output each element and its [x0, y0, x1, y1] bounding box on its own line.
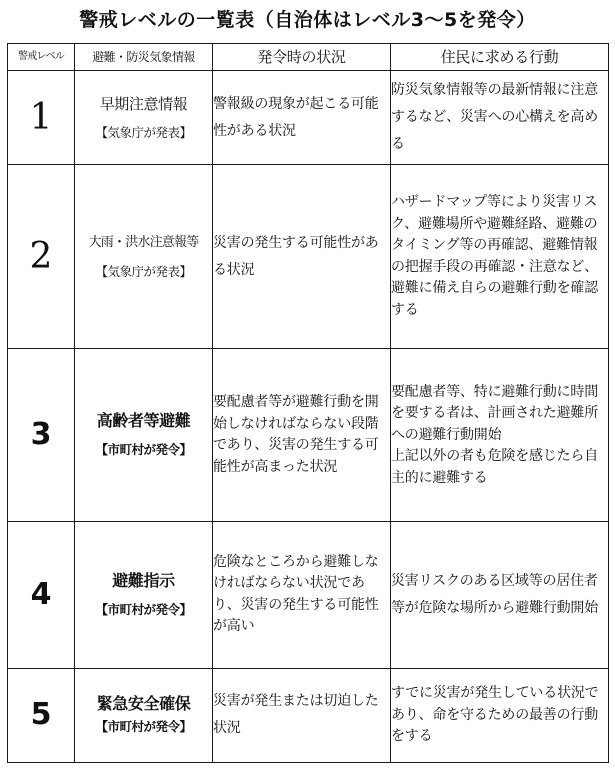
condition-cell: 災害の発生する可能性がある状況	[213, 165, 391, 349]
info-issuer: 【気象庁が発表】	[95, 124, 192, 140]
info-name: 避難指示	[112, 570, 175, 590]
table-row-level-1	[8, 71, 609, 165]
action-extra-text: 上記以外の者も危険を感じたら自主的に避難する	[391, 448, 598, 486]
level-number: 5	[30, 697, 52, 733]
condition-cell: 災害が発生または切迫した状況	[213, 668, 391, 762]
column-header-action: 住民に求める行動	[391, 44, 609, 71]
condition-cell: 警報級の現象が起こる可能性がある状況	[213, 71, 391, 165]
info-issuer: 【市町村が発令】	[95, 719, 192, 735]
info-name: 大雨・洪水注意報等	[88, 234, 199, 250]
level-number: 3	[30, 417, 52, 453]
info-cell	[75, 522, 213, 669]
level-cell	[8, 71, 75, 165]
level-cell	[8, 349, 75, 522]
action-cell: 災害リスクのある区域等の居住者等が危険な場所から避難行動開始	[391, 522, 609, 669]
table-row-level-2	[8, 165, 609, 349]
table-row-level-4	[8, 522, 609, 669]
info-cell	[75, 71, 213, 165]
table-header-row	[8, 44, 609, 71]
level-cell	[8, 165, 75, 349]
info-name: 早期注意情報	[99, 94, 188, 113]
info-issuer: 【市町村が発令】	[95, 442, 192, 458]
condition-cell: 要配慮者等が避難行動を開始しなければならない段階であり、災害の発生する可能性が高まった状況	[213, 349, 391, 522]
info-issuer: 【気象庁が発表】	[95, 263, 192, 279]
action-cell: すでに災害が発生している状況であり、命を守るための最善の行動をする	[391, 668, 609, 762]
info-issuer: 【市町村が発令】	[95, 601, 192, 617]
table-row-level-3	[8, 349, 609, 522]
info-cell	[75, 349, 213, 522]
action-text: 要配慮者等、特に避難行動に時間を要する者は、計画された避難所への避難行動開始	[391, 383, 598, 443]
level-number: 4	[30, 576, 52, 612]
action-cell: ハザードマップ等により災害リスク、避難場所や避難経路、避難のタイミング等の再確認、避難情報の把握手段の再確認・注意など、避難に備え自らの避難行動を確認する	[391, 165, 609, 349]
info-cell	[75, 668, 213, 762]
column-header-condition: 発令時の状況	[213, 44, 391, 71]
table-row-level-5	[8, 668, 609, 762]
action-cell: 防災気象情報等の最新情報に注意するなど、災害への心構えを高める	[391, 71, 609, 165]
level-cell	[8, 668, 75, 762]
column-header-level: 警戒レベル	[8, 44, 75, 71]
condition-cell: 危険なところから避難しなければならない状況であり、災害の発生する可能性が高い	[213, 522, 391, 669]
info-cell	[75, 165, 213, 349]
action-cell	[391, 349, 609, 522]
level-number: 1	[29, 96, 53, 138]
column-header-info: 避難・防災気象情報	[75, 44, 213, 71]
info-name: 高齢者等避難	[96, 411, 191, 431]
level-cell	[8, 522, 75, 669]
info-name: 緊急安全確保	[96, 694, 191, 714]
level-number: 2	[29, 235, 53, 277]
page-title: 警戒レベルの一覧表（自治体はレベル3〜5を発令）	[79, 9, 536, 31]
alert-level-table	[7, 43, 609, 763]
